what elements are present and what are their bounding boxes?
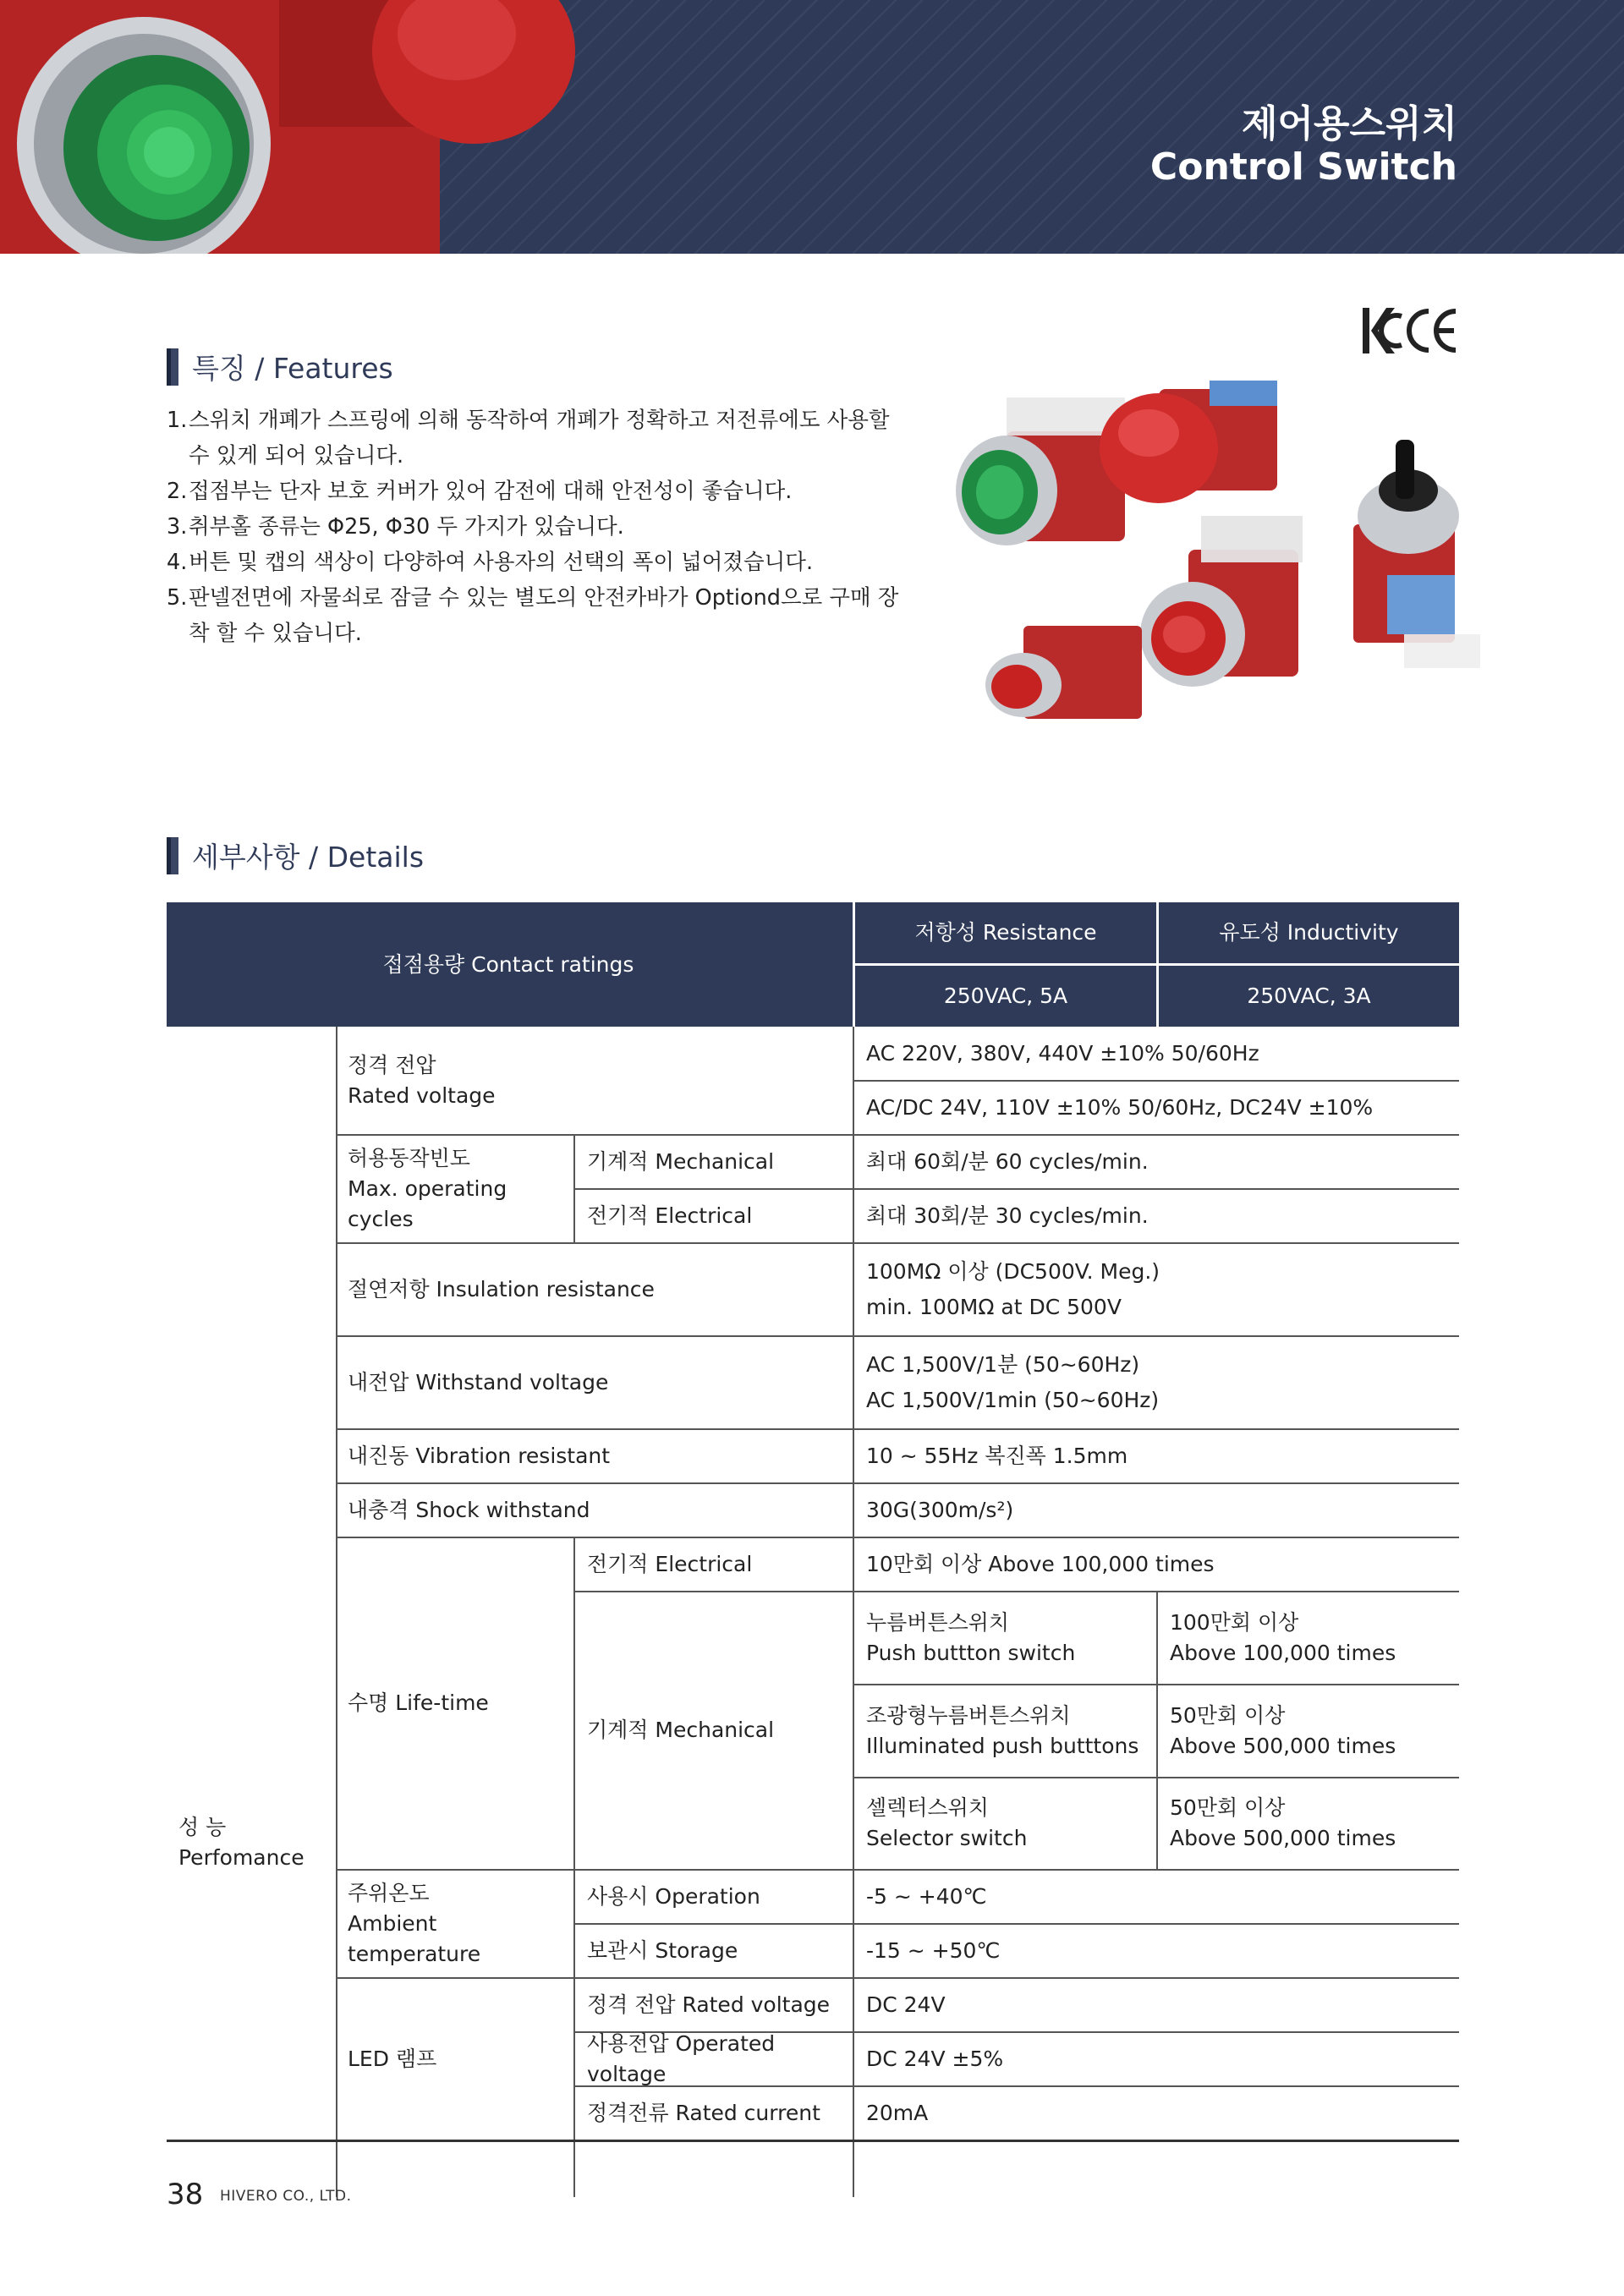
feature-item: 2. 접점부는 단자 보호 커버가 있어 감전에 대해 안전성이 좋습니다. <box>167 479 793 504</box>
withstand-voltage-label: 내전압 Withstand voltage <box>348 1369 609 1395</box>
features-heading <box>167 347 393 386</box>
lifetime-electrical-label: 전기적 Electrical <box>587 1551 753 1576</box>
ambient-temperature-label: 주위온도 Ambient temperature <box>348 1880 481 1966</box>
lifetime-switch-value: 50만회 이상 Above 500,000 times <box>1170 1795 1396 1850</box>
lifetime-label: 수명 Life-time <box>348 1690 489 1715</box>
led-operated-voltage-value: DC 24V ±5% <box>866 2046 1004 2071</box>
rated-voltage-value-1: AC 220V, 380V, 440V ±10% 50/60Hz <box>866 1040 1259 1066</box>
shock-value: 30G(300m/s²) <box>866 1497 1014 1522</box>
feature-item: 1. 스위치 개폐가 스프링에 의해 동작하여 개폐가 정확하고 저전류에도 사용할 수 있게 되어 있습니다. <box>167 408 890 469</box>
details-heading-text: 세부사항 / Details <box>192 841 425 874</box>
feature-item: 4. 버튼 및 캡의 색상이 다양하여 사용자의 선택의 폭이 넓어졌습니다. <box>167 550 814 575</box>
resistance-header: 저항성 Resistance <box>914 920 1097 945</box>
op-cycles-electrical-label: 전기적 Electrical <box>587 1203 753 1228</box>
page-number: 38 <box>167 2178 204 2211</box>
switch-product-banner-photo <box>0 0 592 254</box>
ce-mark-icon <box>1409 311 1456 350</box>
lifetime-switch-type: 누름버튼스위치 Push buttton switch <box>866 1609 1076 1665</box>
kc-mark-icon <box>1363 308 1402 353</box>
led-rated-current-label: 정격전류 Rated current <box>587 2100 820 2125</box>
details-heading <box>167 836 424 875</box>
resistance-value: 250VAC, 5A <box>943 984 1068 1008</box>
vibration-label: 내진동 Vibration resistant <box>348 1443 611 1468</box>
contact-ratings-label: 접점용량 Contact ratings <box>382 951 634 977</box>
ambient-storage-value: -15 ~ +50℃ <box>866 1937 1001 1963</box>
rated-voltage-label: 정격 전압 Rated voltage <box>348 1052 496 1108</box>
op-cycles-mechanical-label: 기계적 Mechanical <box>587 1148 775 1174</box>
vibration-value: 10 ~ 55Hz 복진폭 1.5mm <box>866 1443 1128 1468</box>
ambient-operation-value: -5 ~ +40℃ <box>866 1883 987 1909</box>
ambient-storage-label: 보관시 Storage <box>587 1937 738 1963</box>
lifetime-switch-value: 100만회 이상 Above 100,000 times <box>1170 1609 1396 1665</box>
lifetime-switch-type: 셀렉터스위치 Selector switch <box>866 1795 1028 1850</box>
insulation-label: 절연저항 Insulation resistance <box>348 1276 655 1301</box>
op-cycles-electrical-value: 최대 30회/분 30 cycles/min. <box>866 1203 1149 1228</box>
lifetime-switch-value: 50만회 이상 Above 500,000 times <box>1170 1702 1396 1758</box>
banner-title-korean: 제어용스위치 <box>1241 102 1457 145</box>
kc-ce-certification-marks <box>1358 304 1459 357</box>
feature-item: 5. 판넬전면에 자물쇠로 잠글 수 있는 별도의 안전카바가 Optiond으로 구매 장착 할 수 있습니다. <box>167 585 899 646</box>
inductivity-value: 250VAC, 3A <box>1247 984 1371 1008</box>
shock-label: 내충격 Shock withstand <box>348 1497 590 1522</box>
ambient-operation-label: 사용시 Operation <box>587 1883 760 1909</box>
led-lamp-label: LED 램프 <box>348 2046 437 2071</box>
table-header <box>167 902 1459 1027</box>
lifetime-switch-type: 조광형누름버튼스위치 Illuminated push butttons <box>866 1702 1139 1758</box>
heading-bar <box>167 348 178 386</box>
rated-voltage-value-2: AC/DC 24V, 110V ±10% 50/60Hz, DC24V ±10% <box>866 1094 1374 1120</box>
features-heading-text: 특징 / Features <box>192 352 393 385</box>
operating-cycles-label: 허용동작빈도 Max. operating cycles <box>348 1145 508 1231</box>
lifetime-mechanical-label: 기계적 Mechanical <box>587 1718 775 1742</box>
led-rated-voltage-value: DC 24V <box>866 1992 946 2017</box>
company-name: HIVERO CO., LTD. <box>220 2188 352 2205</box>
op-cycles-mechanical-value: 최대 60회/분 60 cycles/min. <box>866 1148 1149 1174</box>
withstand-voltage-value: AC 1,500V/1분 (50~60Hz) AC 1,500V/1min (50~60Hz) <box>866 1351 1160 1412</box>
insulation-value: 100MΩ 이상 (DC500V. Meg.) min. 100MΩ at DC 500V <box>866 1258 1160 1319</box>
performance-label: 성 능 Perfomance <box>178 1815 304 1870</box>
lifetime-electrical-value: 10만회 이상 Above 100,000 times <box>866 1551 1215 1576</box>
led-rated-voltage-label: 정격 전압 Rated voltage <box>587 1992 831 2017</box>
switch-products-photo <box>947 381 1497 778</box>
banner-title-english: Control Switch <box>1149 145 1457 189</box>
feature-item: 3. 취부홀 종류는 Φ25, Φ30 두 가지가 있습니다. <box>167 514 624 540</box>
features-list <box>167 403 911 651</box>
inductivity-header: 유도성 Inductivity <box>1219 920 1399 945</box>
led-operated-voltage-label: 사용전압 Operated voltage <box>587 2030 776 2086</box>
led-rated-current-value: 20mA <box>866 2100 929 2125</box>
header-banner <box>0 0 1624 254</box>
heading-bar <box>167 837 178 874</box>
